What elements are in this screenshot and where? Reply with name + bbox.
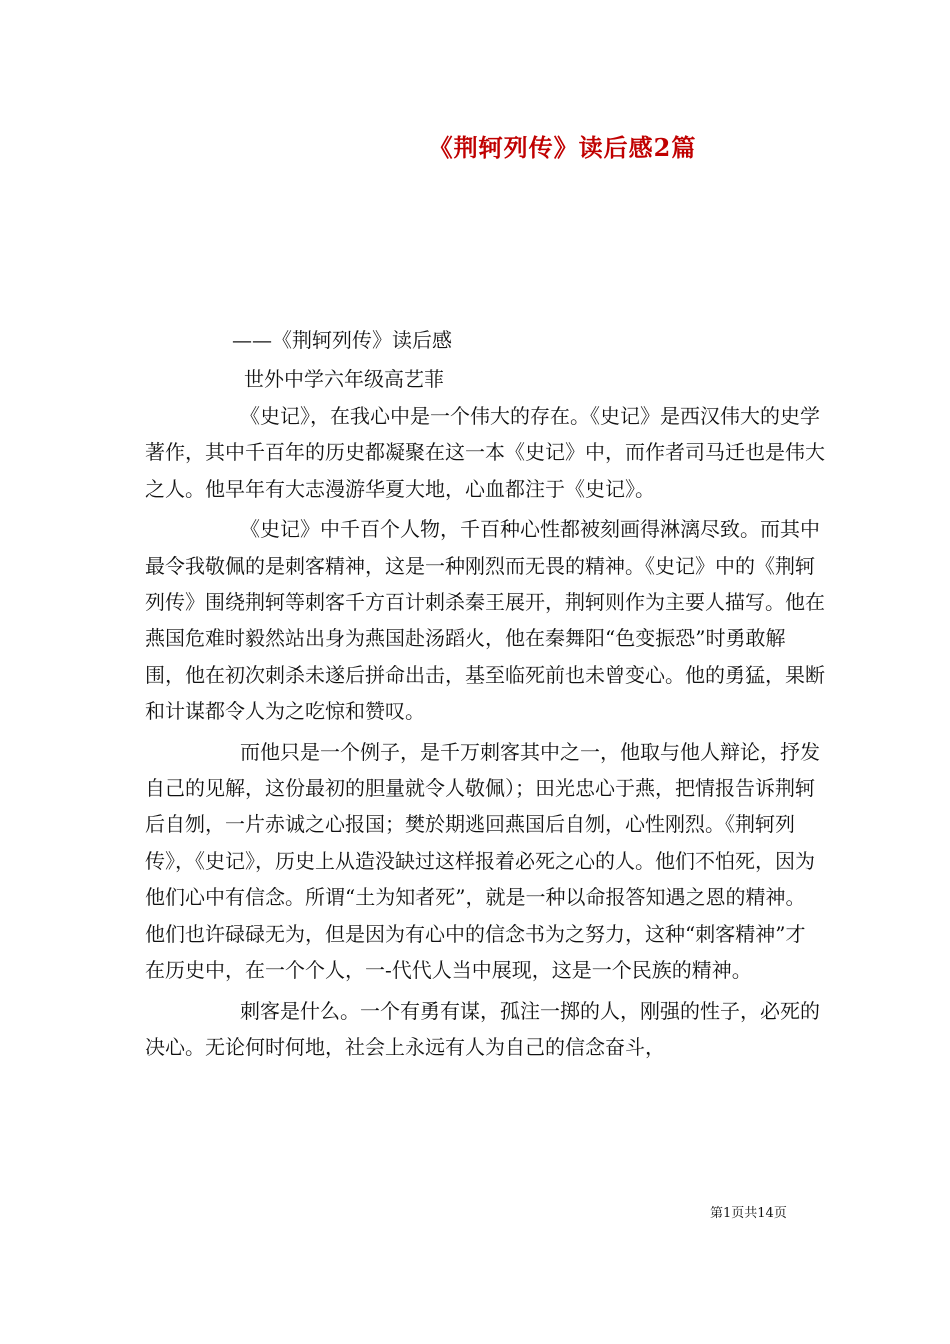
author-line: 世外中学六年级高艺菲 <box>244 367 444 391</box>
paragraph-3: 而他只是一个例子，是千万刺客其中之一，他取与他人辩论，抒发自己的见解，这份最初的胆量就令人敬佩）；田光忠心于燕，把情报告诉荆轲后自刎，一片赤诚之心报国；樊於期逃回燕国后自刎，心性刚烈。《荆轲列传》，《史记》，历史上从造没缺过这样报着必死之心的人。他们不怕死，因为他们心中有信念。所谓“土为知者死”，就是一种以命报答知遇之恩的精神。他们也许碌碌无为，但是因为有心中的信念书为之努力，这种“刺客精神”才在历史中，在一个个人，一-代代人当中展现，这是一个民族的精神。 <box>145 739 820 983</box>
paragraph-4: 刺客是什么。一个有勇有谋，孤注一掷的人，刚强的性子，必死的决心。无论何时何地，社会上永远有人为自己的信念奋斗， <box>145 998 820 1059</box>
document-title: 《荆轲列传》读后感2篇 <box>428 133 697 162</box>
paragraph-2: 《史记》中千百个人物，千百种心性都被刻画得淋漓尽致。而其中最令我敬佩的是刺客精神，这是一种刚烈而无畏的精神。《史记》中的《荆轲列传》围绕荆轲等刺客千方百计刺杀秦王展开，荆轲则作为主要人描写。他在燕国危难时毅然站出身为燕国赴汤蹈火，他在秦舞阳“色变振恐”时勇敢解围，他在初次刺杀未遂后拼命出击，基至临死前也未曾变心。他的勇猛，果断和计谋都令人为之吃惊和赞叹。 <box>145 517 825 724</box>
document-subtitle: ——《荆轲列传》读后感 <box>232 328 452 352</box>
page-footer: 第1页共14页 <box>710 1206 787 1221</box>
paragraph-1: 《史记》，在我心中是一个伟大的存在。《史记》是西汉伟大的史学著作，其中千百年的历史都凝聚在这一本《史记》中，而作者司马迁也是伟大之人。他早年有大志漫游华夏大地，心血都注于《史记》。 <box>145 404 825 501</box>
document-body <box>145 398 825 1069</box>
